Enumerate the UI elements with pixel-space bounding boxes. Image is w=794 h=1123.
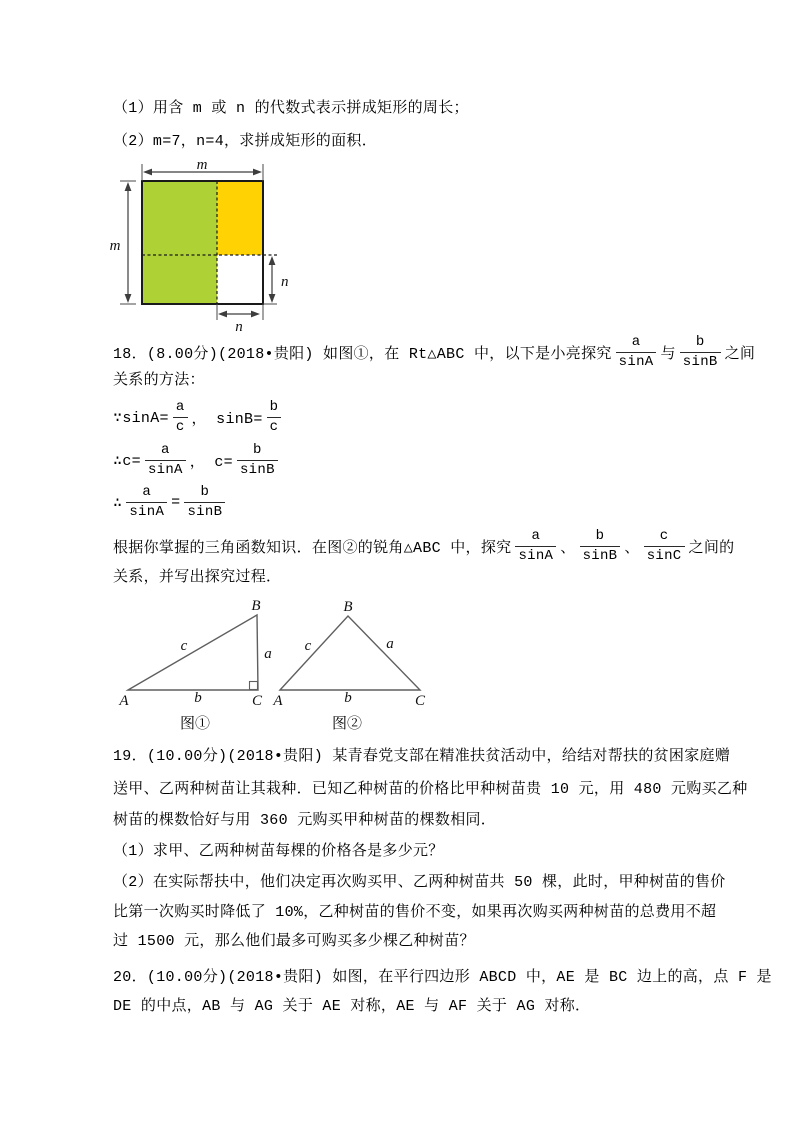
yellow-region [217, 182, 262, 255]
text-run: 、 [560, 539, 576, 557]
fraction-numerator: a [126, 484, 167, 502]
p18-line-1 [113, 331, 755, 373]
text-run: = [171, 493, 181, 511]
tri2-side-c: c [304, 638, 312, 654]
p18-derivation-line-2 [113, 438, 282, 482]
fraction-numerator: b [184, 484, 225, 502]
fraction-numerator: a [173, 399, 188, 417]
fraction-denominator: sinB [187, 503, 223, 520]
label-m-top: m [196, 158, 208, 173]
intro-item-1: （1）用含 m 或 n 的代数式表示拼成矩形的周长； [113, 100, 469, 117]
tri2-caption: 图② [331, 716, 363, 733]
fraction-denominator: sinA [147, 461, 183, 478]
fraction-numerator: c [644, 528, 685, 546]
inline-fraction [145, 442, 186, 477]
fraction-numerator: b [680, 334, 721, 352]
tri2-vertex-A: A [273, 693, 283, 709]
text-run: 、 [624, 539, 640, 557]
fraction-denominator: sinB [582, 547, 618, 564]
acute-triangle-outline [280, 616, 420, 690]
tri2-side-b: b [344, 690, 352, 706]
text-run: 之间 [724, 345, 756, 363]
triangles-figure [110, 598, 440, 733]
green-region [143, 182, 217, 303]
label-n-bottom: n [235, 319, 243, 334]
tri2-vertex-C: C [414, 693, 426, 709]
tri1-vertex-B: B [251, 598, 261, 614]
inline-fraction [680, 334, 721, 369]
p19-item-2-line-2: 比第一次购买时降低了 10%，乙种树苗的售价不变，如果再次购买两种树苗的总费用不超 [113, 904, 717, 921]
fraction-denominator: sinA [129, 503, 165, 520]
text-run: 之间的 [688, 539, 735, 557]
fraction-denominator: sinC [646, 547, 682, 564]
right-triangle-outline [128, 615, 258, 690]
p19-line-2: 送甲、乙两种树苗让其栽种．已知乙种树苗的价格比甲种树苗贵 10 元，用 480 元购买乙种 [113, 781, 748, 798]
p19-line-3: 树苗的棵数恰好与用 360 元购买甲种树苗的棵数相同． [113, 812, 497, 829]
fraction-numerator: b [237, 442, 278, 460]
text-run: ∴ [113, 494, 123, 512]
text-run: ∴c= [113, 452, 141, 470]
fraction-numerator: a [145, 442, 186, 460]
label-n-right: n [281, 274, 289, 290]
tri1-side-a: a [264, 646, 272, 662]
inline-fraction [515, 528, 556, 563]
p18-derivation-line-1 [113, 396, 285, 438]
fraction-denominator: sinA [618, 353, 654, 370]
p19-item-2-line-3: 过 1500 元，那么他们最多可购买多少棵乙种树苗？ [113, 933, 475, 950]
tri1-vertex-C: C [251, 693, 263, 709]
tri1-side-b: b [194, 690, 202, 706]
text-run: 18．(8.00分)(2018•贵阳) 如图①，在 Rt△ABC 中，以下是小亮探究 [113, 345, 612, 363]
inline-fraction [616, 334, 657, 369]
p18-followup-line-2: 关系，并写出探究过程． [113, 569, 282, 586]
fraction-denominator: sinB [682, 353, 718, 370]
text-run: ， sinB= [191, 410, 263, 428]
fraction-denominator: sinB [239, 461, 275, 478]
fraction-numerator: a [515, 528, 556, 546]
inline-fraction [173, 399, 188, 434]
p18-followup-line-1 [113, 524, 734, 568]
p20-line-1: 20．(10.00分)(2018•贵阳) 如图，在平行四边形 ABCD 中，AE 是 BC 边上的高，点 F 是 [113, 969, 772, 986]
fraction-numerator: b [580, 528, 621, 546]
p18-line-2: 关系的方法： [113, 372, 205, 389]
fraction-numerator: a [616, 334, 657, 352]
p19-item-2-line-1: （2）在实际帮扶中，他们决定再次购买甲、乙两种树苗共 50 棵，此时，甲种树苗的售价 [113, 874, 726, 891]
inline-fraction [580, 528, 621, 563]
p19-line-1: 19．(10.00分)(2018•贵阳) 某青春党支部在精准扶贫活动中，给结对帮扶的贫困家庭赠 [113, 748, 731, 765]
text-run: ∵sinA= [113, 409, 169, 427]
tri1-vertex-A: A [119, 693, 129, 709]
label-m-left: m [109, 238, 121, 254]
tri2-side-a: a [386, 636, 394, 652]
text-run: 根据你掌握的三角函数知识．在图②的锐角△ABC 中，探究 [113, 539, 512, 557]
right-angle-marker [250, 682, 258, 690]
rectangle-figure [105, 158, 295, 334]
text-run: 与 [660, 345, 676, 363]
inline-fraction [237, 442, 278, 477]
p20-line-2: DE 的中点，AB 与 AG 关于 AE 对称，AE 与 AF 关于 AG 对称． [113, 998, 591, 1015]
tri1-side-c: c [180, 638, 188, 654]
tri1-caption: 图① [179, 716, 211, 733]
inline-fraction [126, 484, 167, 519]
inline-fraction [267, 399, 282, 434]
inline-fraction [644, 528, 685, 563]
fraction-numerator: b [267, 399, 282, 417]
fraction-denominator: c [175, 418, 185, 435]
p19-item-1: （1）求甲、乙两种树苗每棵的价格各是多少元？ [113, 843, 444, 860]
fraction-denominator: sinA [518, 547, 554, 564]
fraction-denominator: c [269, 418, 279, 435]
text-run: ， c= [189, 453, 233, 471]
p18-derivation-line-3 [113, 480, 229, 524]
inline-fraction [184, 484, 225, 519]
intro-item-2: （2）m=7，n=4，求拼成矩形的面积． [113, 133, 378, 150]
tri2-vertex-B: B [343, 599, 353, 615]
